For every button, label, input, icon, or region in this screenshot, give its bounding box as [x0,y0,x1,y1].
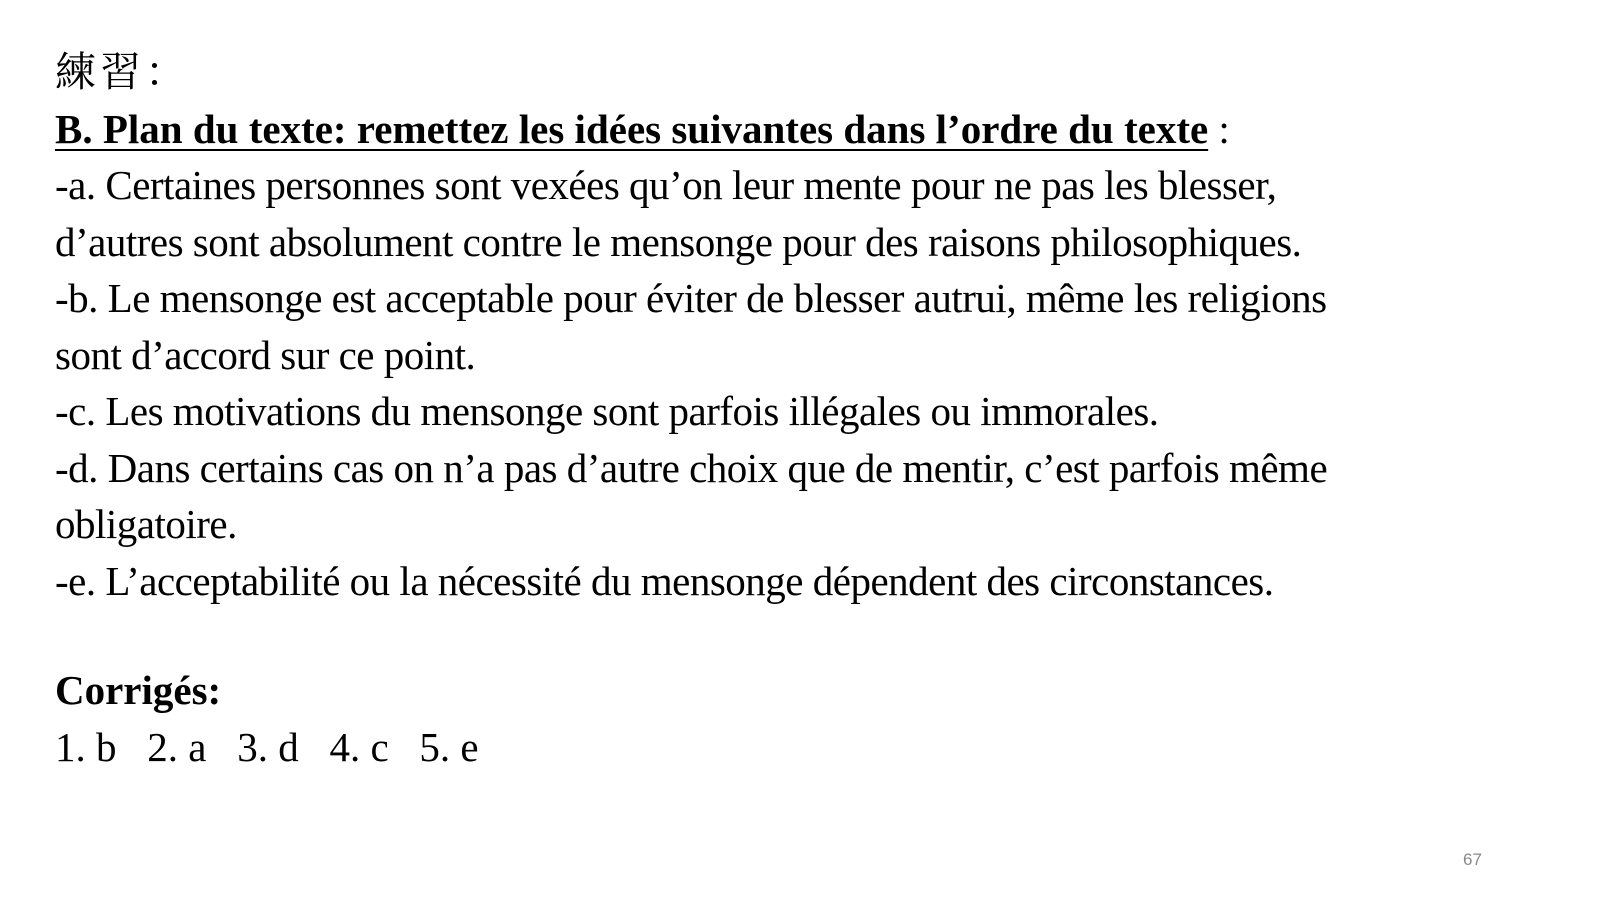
exercise-title-text: B. Plan du texte: remettez les idées suivantes dans l’ordre du texte [55,105,1209,152]
idea-item-line: obligatoire. [55,501,237,547]
answers-list: 1. b 2. a 3. d 4. c 5. e [55,723,479,770]
idea-item-a [55,157,1575,270]
idea-item-line: -b. Le mensonge est acceptable pour éviter de blesser autrui, même les religions [55,275,1327,321]
section-spacer [55,609,1575,662]
idea-item-b [55,270,1575,383]
idea-item-d [55,440,1575,553]
exercise-title [55,101,1575,158]
idea-item-line: -e. L’acceptabilité ou la nécessité du mensonge dépendent des circonstances. [55,557,1274,604]
idea-item-line: -a. Certaines personnes sont vexées qu’on leur mente pour ne pas les blesser, [55,162,1277,208]
exercise-label: 練習： [55,49,190,95]
answers-title: Corrigés: [55,667,222,713]
idea-item-c [55,383,1575,440]
exercise-title-colon: : [1208,105,1230,152]
slide-content [55,44,1575,775]
idea-item-line: -d. Dans certains cas on n’a pas d’autre choix que de mentir, c’est parfois même [55,444,1328,491]
idea-item-line: d’autres sont absolument contre le mensonge pour des raisons philosophiques. [55,218,1302,265]
idea-item-line: -c. Les motivations du mensonge sont parfois illégales ou immorales. [55,388,1159,434]
page-number: 67 [1463,850,1482,869]
idea-item-line: sont d’accord sur ce point. [55,331,476,378]
idea-item-e [55,553,1575,610]
